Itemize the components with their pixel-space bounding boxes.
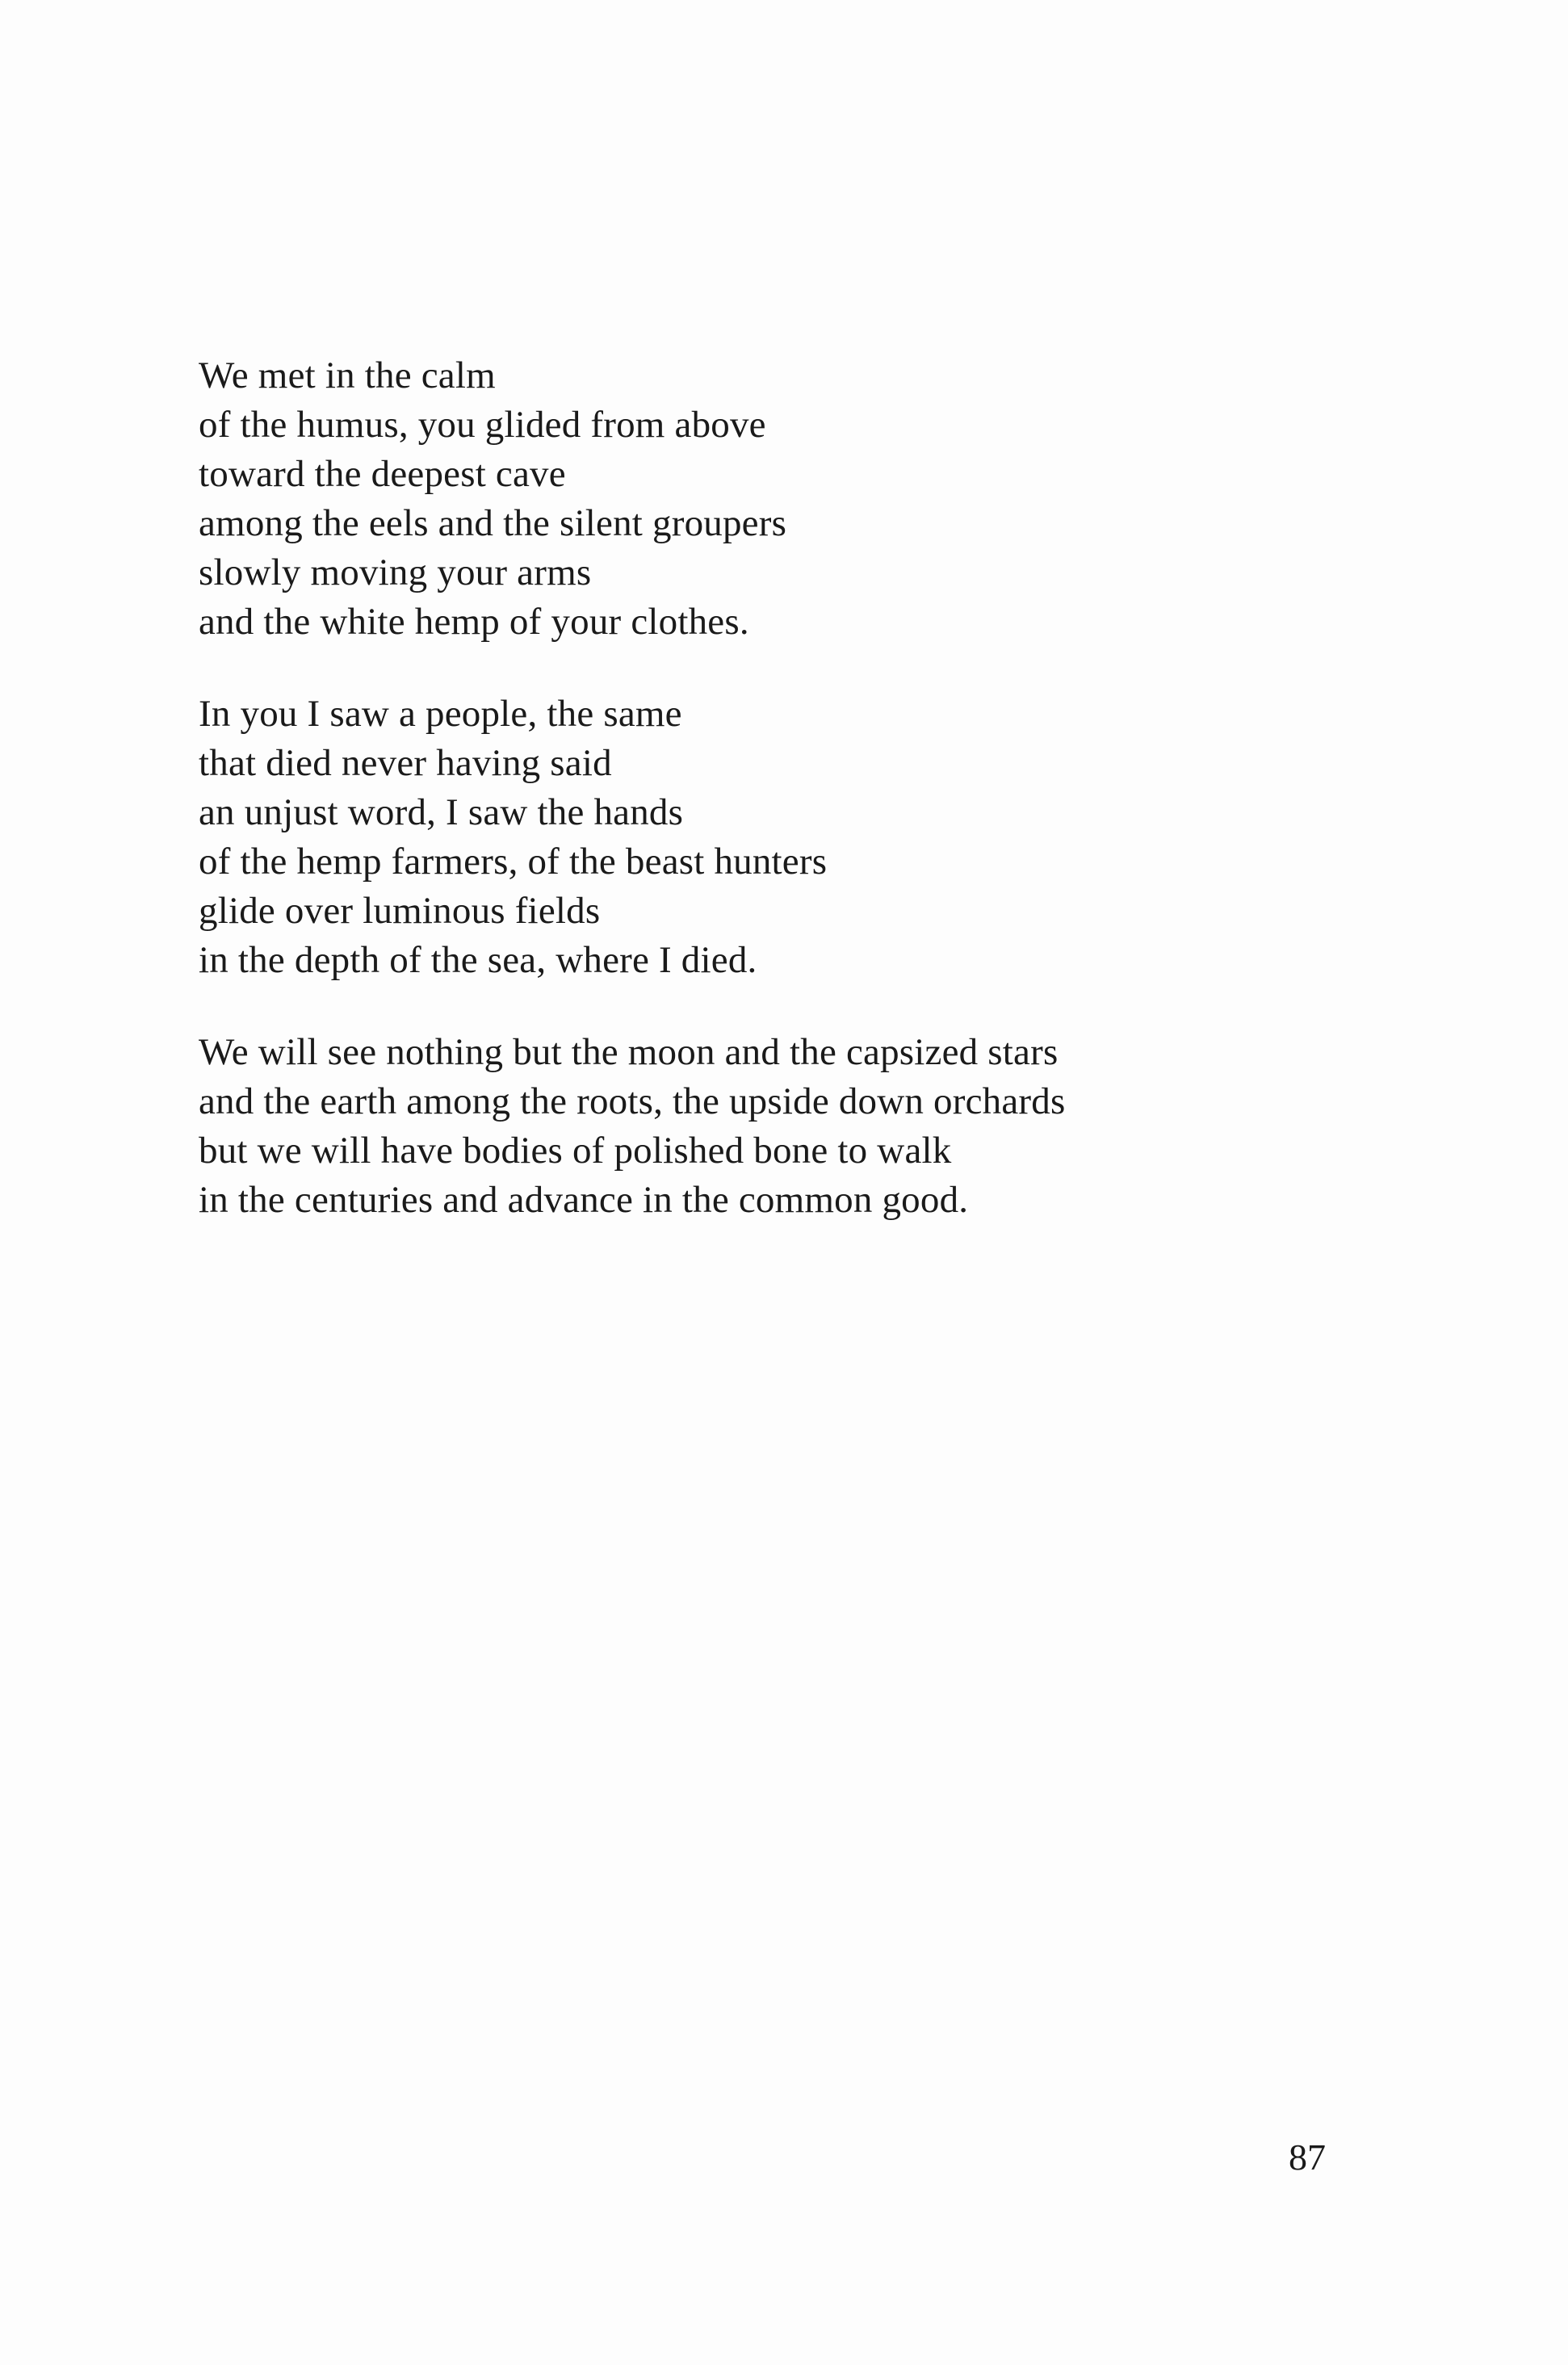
- page-number: 87: [1289, 2136, 1326, 2178]
- stanza-2: [199, 690, 1410, 985]
- stanza-1: [199, 351, 1410, 647]
- stanza-3: [199, 1028, 1410, 1225]
- poem-line: toward the deepest cave: [199, 453, 566, 495]
- poem-line: an unjust word, I saw the hands: [199, 791, 684, 833]
- poem-line: In you I saw a people, the same: [199, 693, 682, 735]
- poem-line: of the hemp farmers, of the beast hunters: [199, 841, 828, 883]
- poem-line: glide over luminous fields: [199, 890, 601, 932]
- poem-line: in the centuries and advance in the common good.: [199, 1179, 969, 1221]
- poem-line: and the earth among the roots, the upside down orchards: [199, 1080, 1066, 1122]
- poem-line: and the white hemp of your clothes.: [199, 601, 749, 643]
- poem-line: that died never having said: [199, 742, 612, 784]
- poem: [199, 351, 1410, 1225]
- poem-line: but we will have bodies of polished bone to walk: [199, 1130, 952, 1172]
- poem-line: We will see nothing but the moon and the capsized stars: [199, 1031, 1059, 1073]
- poem-line: We met in the calm: [199, 354, 496, 396]
- poem-line: among the eels and the silent groupers: [199, 502, 787, 544]
- poem-line: slowly moving your arms: [199, 551, 592, 593]
- poem-line: of the humus, you glided from above: [199, 404, 766, 446]
- poem-line: in the depth of the sea, where I died.: [199, 939, 757, 981]
